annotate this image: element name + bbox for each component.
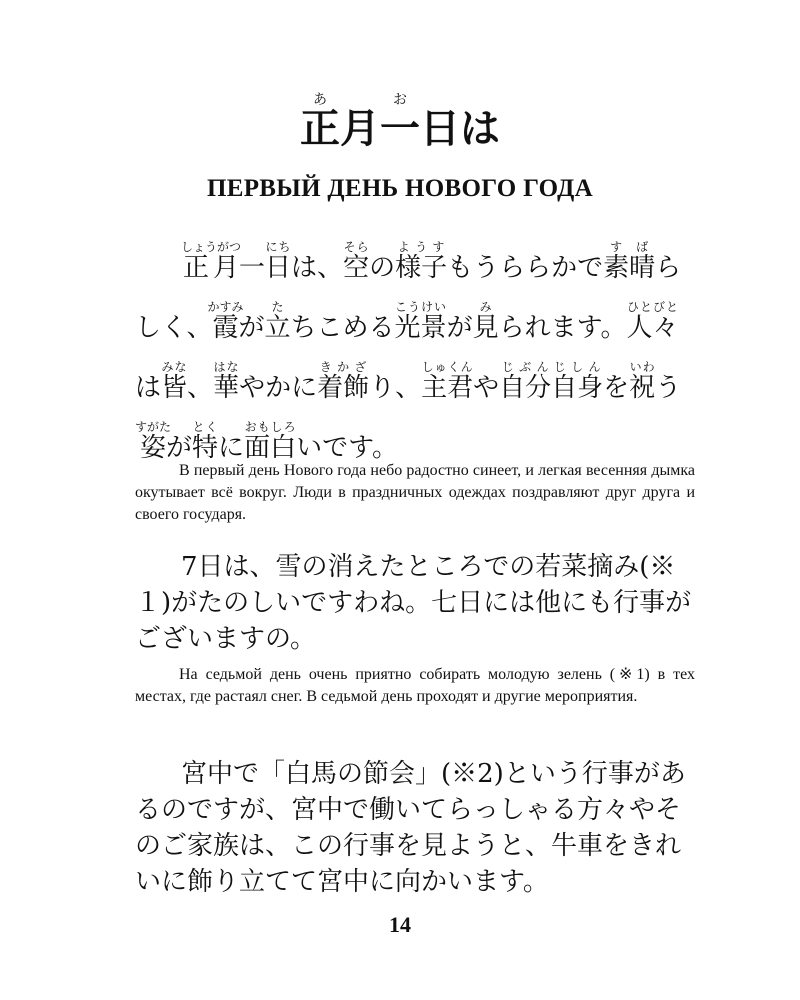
ruby-word: 姿すがた [135, 420, 172, 463]
ruby-word: 空そら [343, 240, 370, 283]
ruby-word: 光景こうけい [394, 300, 447, 343]
japanese-paragraph-1: 正月しょうがつ一日にちは、空そらの様子ようすもうららかで素晴すばらしく、霞かすみが立たちこめる光景こうけいが見みられます。人々ひとびとは皆みな、華はなやかに着飾きかざり、主君しゅくんや自分自身じぶんじしんを祝いわう姿すがたが特とくに面白おもしろいです。 [135, 240, 682, 463]
ruby-word: 人々ひとびと [626, 300, 679, 343]
ruby-word: 霞かすみ [207, 300, 244, 343]
furigana: ようす [395, 240, 448, 254]
japanese-title: 正あ月一お日は [300, 92, 500, 152]
furigana: みな [161, 360, 188, 374]
page-number: 14 [389, 912, 411, 937]
furigana: はな [213, 360, 240, 374]
russian-paragraph-2: На седьмой день очень приятно собирать молодую зелень (※1) в тех местах, где растаял снег. В седьмой день проходят и другие мероприятия. [135, 666, 695, 705]
ruby-word: 面白おもしろ [244, 420, 297, 463]
furigana: おもしろ [244, 420, 297, 434]
ruby-word: 正月しょうがつ [181, 240, 242, 283]
russian-paragraph-1: В первый день Нового года небо радостно синеет, и легкая весенняя дымка окутывает всё вокруг. Люди в праздничных одеждах поздравляют друг друга и своего государя. [135, 462, 695, 523]
ruby-word: 素晴すば [603, 240, 656, 283]
ruby-word: 祝いわ [629, 360, 656, 403]
furigana: み [472, 300, 499, 314]
furigana: きかざ [317, 360, 370, 374]
ruby-word: 様子ようす [395, 240, 448, 283]
furigana: にち [265, 240, 292, 254]
furigana: ひとびと [626, 300, 679, 314]
furigana: かすみ [207, 300, 244, 314]
ruby-word: 一お [380, 92, 420, 152]
furigana: じぶんじしん [499, 360, 604, 374]
ruby-word: 自分自身じぶんじしん [499, 360, 604, 403]
furigana: すがた [135, 420, 172, 434]
japanese-paragraph-2: 7日は、雪の消えたところでの若菜摘み(※１)がたのしいですわね。七日には他にも行事がございますの。 [135, 552, 692, 654]
ruby-word: 立た [264, 300, 291, 343]
furigana: すば [603, 240, 656, 254]
title-block [0, 92, 800, 203]
japanese-paragraph-3: 宮中で「白馬の節会」(※2)という行事があるのですが、宮中で働いてらっしゃる方々やそのご家族は、この行事を見ようと、牛車をきれいに飾り立てて宮中に向かいます。 [135, 759, 686, 897]
ruby-word: 特とく [192, 420, 219, 463]
ruby-word: 正あ [300, 92, 340, 152]
furigana: とく [192, 420, 219, 434]
furigana: た [264, 300, 291, 314]
ruby-word: 見み [472, 300, 499, 343]
furigana: お [380, 92, 420, 108]
ruby-word: 着飾きかざ [317, 360, 370, 403]
furigana: しょうがつ [181, 240, 242, 254]
furigana: こうけい [394, 300, 447, 314]
ruby-word: 皆みな [161, 360, 188, 403]
furigana: しゅくん [421, 360, 474, 374]
furigana: いわ [629, 360, 656, 374]
furigana: そら [343, 240, 370, 254]
russian-title: ПЕРВЫЙ ДЕНЬ НОВОГО ГОДА [206, 175, 594, 202]
ruby-word: 主君しゅくん [421, 360, 474, 403]
furigana: あ [300, 92, 340, 108]
ruby-word: 華はな [213, 360, 240, 403]
ruby-word: 日にち [265, 240, 292, 283]
